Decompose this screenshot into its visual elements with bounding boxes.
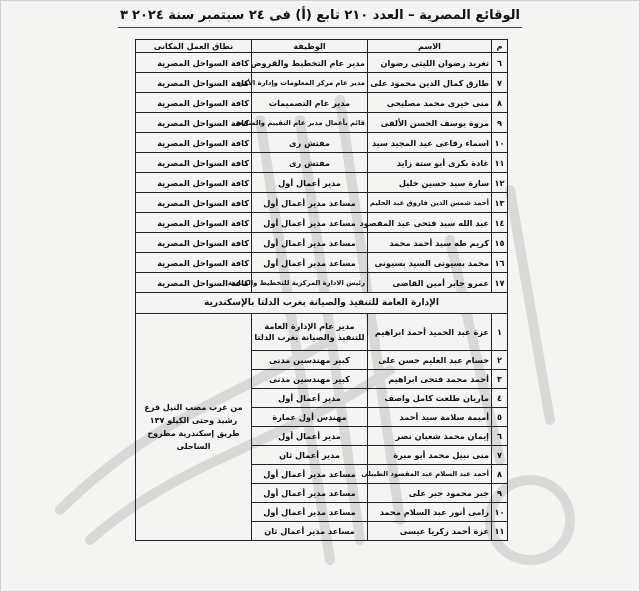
section-title: الإدارة العامة للتنفيذ والصيانة بغرب الدلتا بالإسكندرية (136, 293, 508, 314)
row-num: ٧ (492, 73, 508, 93)
row-job: كبير مهندسين مدنى (252, 351, 368, 370)
row-num: ١٦ (492, 253, 508, 273)
row-scope: كافة السواحل المصرية (136, 153, 252, 173)
table-row (136, 173, 508, 193)
employee-table (135, 39, 508, 541)
row-scope: كافة السواحل المصرية (136, 273, 252, 293)
table-row (136, 153, 508, 173)
row-job: مساعد مدير أعمال أول (252, 233, 368, 253)
row-num: ٦ (492, 427, 508, 446)
header-job: الوظيفة (252, 40, 368, 53)
row-num: ٦ (492, 53, 508, 73)
row-scope: كافة السواحل المصرية (136, 93, 252, 113)
row-name: رامى أنور عبد السلام محمد (368, 503, 492, 522)
row-num: ١٥ (492, 233, 508, 253)
row-job: مفتش رى (252, 153, 368, 173)
row-job: مفتش رى (252, 133, 368, 153)
row-job: مساعد مدير أعمال أول (252, 503, 368, 522)
row-name: مروة يوسف الحسن الألفى (368, 113, 492, 133)
table-row (136, 314, 508, 351)
row-num: ١٢ (492, 173, 508, 193)
row-job: مدير أعمال أول (252, 173, 368, 193)
row-num: ١ (492, 314, 508, 351)
row-job: مساعد مدير أعمال أول (252, 193, 368, 213)
row-name: منى خيرى محمد مصليحى (368, 93, 492, 113)
row-job: مدير أعمال أول (252, 427, 368, 446)
row-name: ماريان طلعت كامل واصف (368, 389, 492, 408)
row-num: ١٤ (492, 213, 508, 233)
table-header-row (136, 40, 508, 53)
row-name: جبر محمود جبر على (368, 484, 492, 503)
row-job: مساعد مدير أعمال أول (252, 465, 368, 484)
row-job: مساعد مدير أعمال أول (252, 213, 368, 233)
row-scope: كافة السواحل المصرية (136, 73, 252, 93)
row-job: مساعد مدير أعمال أول (252, 253, 368, 273)
section-row (136, 293, 508, 314)
row-scope: كافة السواحل المصرية (136, 253, 252, 273)
row-num: ١٠ (492, 133, 508, 153)
header-title: الوقائع المصرية – العدد ٢١٠ تابع (أ) فى ٢٤ سبتمبر سنة ٢٠٢٤ (132, 7, 520, 23)
row-job: كبير مهندسين مدنى (252, 370, 368, 389)
row-name: أحمد عبد السلام عبد المقصود الطبيلى (368, 465, 492, 484)
table-row (136, 133, 508, 153)
row-name: حسام عبد العليم حسن على (368, 351, 492, 370)
table-row (136, 273, 508, 293)
row-name: تغريد رضوان الليثى رضوان (368, 53, 492, 73)
merged-scope: من غرب مصب النيل فرع رشيد وحتى الكيلو ١٣٧ طريق إسكندرية مطروح الساحلى (136, 314, 252, 541)
row-job: مدير عام الإدارة العامة للتنفيذ والصيانة بغرب الدلتا (252, 314, 368, 351)
row-num: ١٠ (492, 503, 508, 522)
table-row (136, 73, 508, 93)
row-name: عبد الله سيد فتحى عبد المقصود (368, 213, 492, 233)
row-job: مدير عام التخطيط والقروض (252, 53, 368, 73)
row-num: ١٧ (492, 273, 508, 293)
row-scope: كافة السواحل المصرية (136, 53, 252, 73)
row-name: غادة بكرى أبو ستة زايد (368, 153, 492, 173)
row-scope: كافة السواحل المصرية (136, 233, 252, 253)
header-num: م (492, 40, 508, 53)
row-job: مدير عام مركز المعلومات وإدارة الأمن (252, 73, 368, 93)
row-name: منى نبيل محمد أبو ميرة (368, 446, 492, 465)
row-num: ٥ (492, 408, 508, 427)
page-header (120, 5, 520, 25)
row-job: مساعد مدير أعمال ثان (252, 522, 368, 541)
row-name: عمرو جابر أمين القاضى (368, 273, 492, 293)
row-name: أحمد شمس الدين فاروق عبد الحليم (368, 193, 492, 213)
header-rule (118, 27, 522, 28)
row-name: إيمان محمد شعبان نصر (368, 427, 492, 446)
row-scope: كافة السواحل المصرية (136, 113, 252, 133)
row-num: ١١ (492, 153, 508, 173)
table-row (136, 213, 508, 233)
row-scope: كافة السواحل المصرية (136, 213, 252, 233)
row-job: قائم بأعمال مدير عام التقييم والمتابعة (252, 113, 368, 133)
header-name: الاسم (368, 40, 492, 53)
table-row (136, 113, 508, 133)
row-name: طارق كمال الدين محمود على (368, 73, 492, 93)
row-num: ٩ (492, 113, 508, 133)
row-scope: كافة السواحل المصرية (136, 193, 252, 213)
row-name: سارة سيد حسين خليل (368, 173, 492, 193)
row-job: رئيس الادارة المركزية للتخطيط والمتابعة (252, 273, 368, 293)
table-row (136, 253, 508, 273)
row-num: ٧ (492, 446, 508, 465)
table-row (136, 233, 508, 253)
row-num: ٣ (492, 370, 508, 389)
row-job: مدير أعمال ثان (252, 446, 368, 465)
row-num: ٨ (492, 93, 508, 113)
row-name: عزة عبد الحميد أحمد ابراهيم (368, 314, 492, 351)
row-name: اسماء رفاعى عبد المجيد سيد (368, 133, 492, 153)
row-name: عزة أحمد زكريا عيسى (368, 522, 492, 541)
row-num: ٨ (492, 465, 508, 484)
row-job: مدير عام التصميمات (252, 93, 368, 113)
row-name: كريم طه سيد أحمد محمد (368, 233, 492, 253)
table-row (136, 53, 508, 73)
row-name: أحمد محمد فتحى ابراهيم (368, 370, 492, 389)
row-num: ١٣ (492, 193, 508, 213)
row-scope: كافة السواحل المصرية (136, 173, 252, 193)
row-name: أميمة سلامة سيد أحمد (368, 408, 492, 427)
row-num: ٤ (492, 389, 508, 408)
table-row (136, 193, 508, 213)
row-scope: كافة السواحل المصرية (136, 133, 252, 153)
row-num: ٩ (492, 484, 508, 503)
row-job: مساعد مدير أعمال أول (252, 484, 368, 503)
row-num: ٢ (492, 351, 508, 370)
page-number: ٣ (120, 7, 128, 23)
row-name: محمد بسيونى السيد بسيونى (368, 253, 492, 273)
row-job: مدير أعمال أول (252, 389, 368, 408)
row-num: ١١ (492, 522, 508, 541)
header-scope: نطاق العمل المكانى (136, 40, 252, 53)
row-job: مهندس أول عمارة (252, 408, 368, 427)
table-row (136, 93, 508, 113)
